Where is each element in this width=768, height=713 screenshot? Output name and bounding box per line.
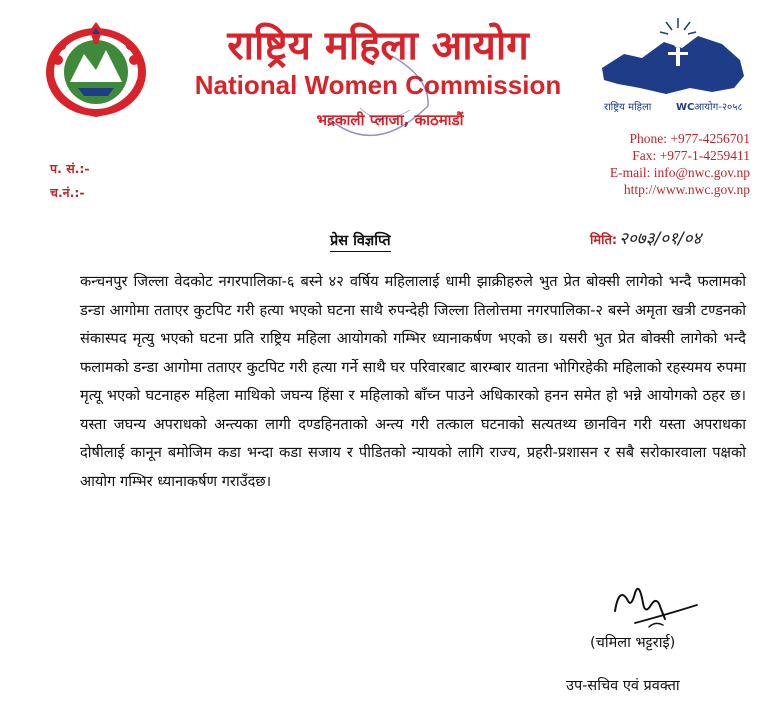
signatory-name: (चमिला भट्टराई) bbox=[590, 635, 676, 651]
handwritten-signature-icon bbox=[605, 575, 700, 635]
contact-email: E-mail: info@nwc.gov.np bbox=[609, 165, 750, 180]
nwc-logo-wc: WC bbox=[676, 102, 695, 113]
dispatch-number: च.नं.:- bbox=[50, 185, 85, 200]
signatory-designation: उप-सचिव एवं प्रवक्ता bbox=[566, 678, 680, 694]
nwc-logo-text: राष्ट्रिय महिला bbox=[604, 102, 652, 113]
release-date bbox=[590, 226, 701, 249]
date-label: मिति: bbox=[590, 233, 618, 248]
contact-info bbox=[610, 130, 750, 198]
commission-title-english: National Women Commission bbox=[194, 70, 562, 100]
letter-reference-number: प. सं.:- bbox=[50, 161, 90, 176]
press-release-body: कन्चनपुर जिल्ला वेदकोट नगरपालिका-६ बस्ने ४२ वर्षिय महिलालाई धामी झाक्रीहरुले भुत प्रेत बोक्सी लागेको भन्दै फलामको डन्डा आगोमा तताएर कुटपिट गरी हत्या भएको घटना साथै रुपन्देही जिल्ला तिलोत्तमा नगरपालिका-२ बस्ने अमृता खत्री टण्डनको संकास्पद मृत्यु भएको घटना प्रति राष्ट्रिय महिला आयोगको गम्भिर ध्यानाकर्षण भएको छ। यसरी भुत प्रेत बोक्सी लागेको भन्दै फलामको डन्डा आगोमा तताएर कुटपिट गरी हत्या गर्ने साथै घर परिवारबाट बारम्बार यातना भोगिरहेकी महिलाको रहस्यमय रुपमा मृत्यू भएको घटनाहरु महिला माथिको जघन्य हिंसा र महिलाको बाँच्न पाउने अधिकारको हनन समेत हो भन्ने आयोगको ठहर छ। यस्ता जघन्य अपराधको अन्त्यका लागी दण्डहिनताको अन्त्य गरी तत्काल घटनाको सत्यतथ्य छानविन गरी यस्ता अपराधका दोषीलाई कानून बमोजिम कडा भन्दा कडा सजाय र पीडितको न्यायको लागि राज्य, प्रहरी-प्रशासन र सबै सरोकारवाला पक्षको आयोग गम्भिर ध्यानाकर्षण गराउँदछ। bbox=[80, 273, 746, 490]
contact-fax: Fax: +977-1-4259411 bbox=[632, 148, 750, 163]
press-release-heading: प्रेस विज्ञप्ति bbox=[330, 230, 391, 252]
office-address: भद्रकाली प्लाजा, काठमाडौं bbox=[316, 111, 464, 129]
nepal-emblem-icon bbox=[40, 20, 152, 120]
contact-website: http://www.nwc.gov.np bbox=[623, 182, 750, 197]
nwc-logo-year: आयोग-२०५८ bbox=[694, 102, 743, 113]
contact-phone: Phone: +977-4256701 bbox=[629, 131, 750, 146]
nwc-logo-icon bbox=[594, 14, 756, 118]
commission-title-nepali: राष्ट्रिय महिला आयोग bbox=[227, 23, 529, 69]
date-value: २०७३/०१/०४ bbox=[619, 229, 702, 249]
